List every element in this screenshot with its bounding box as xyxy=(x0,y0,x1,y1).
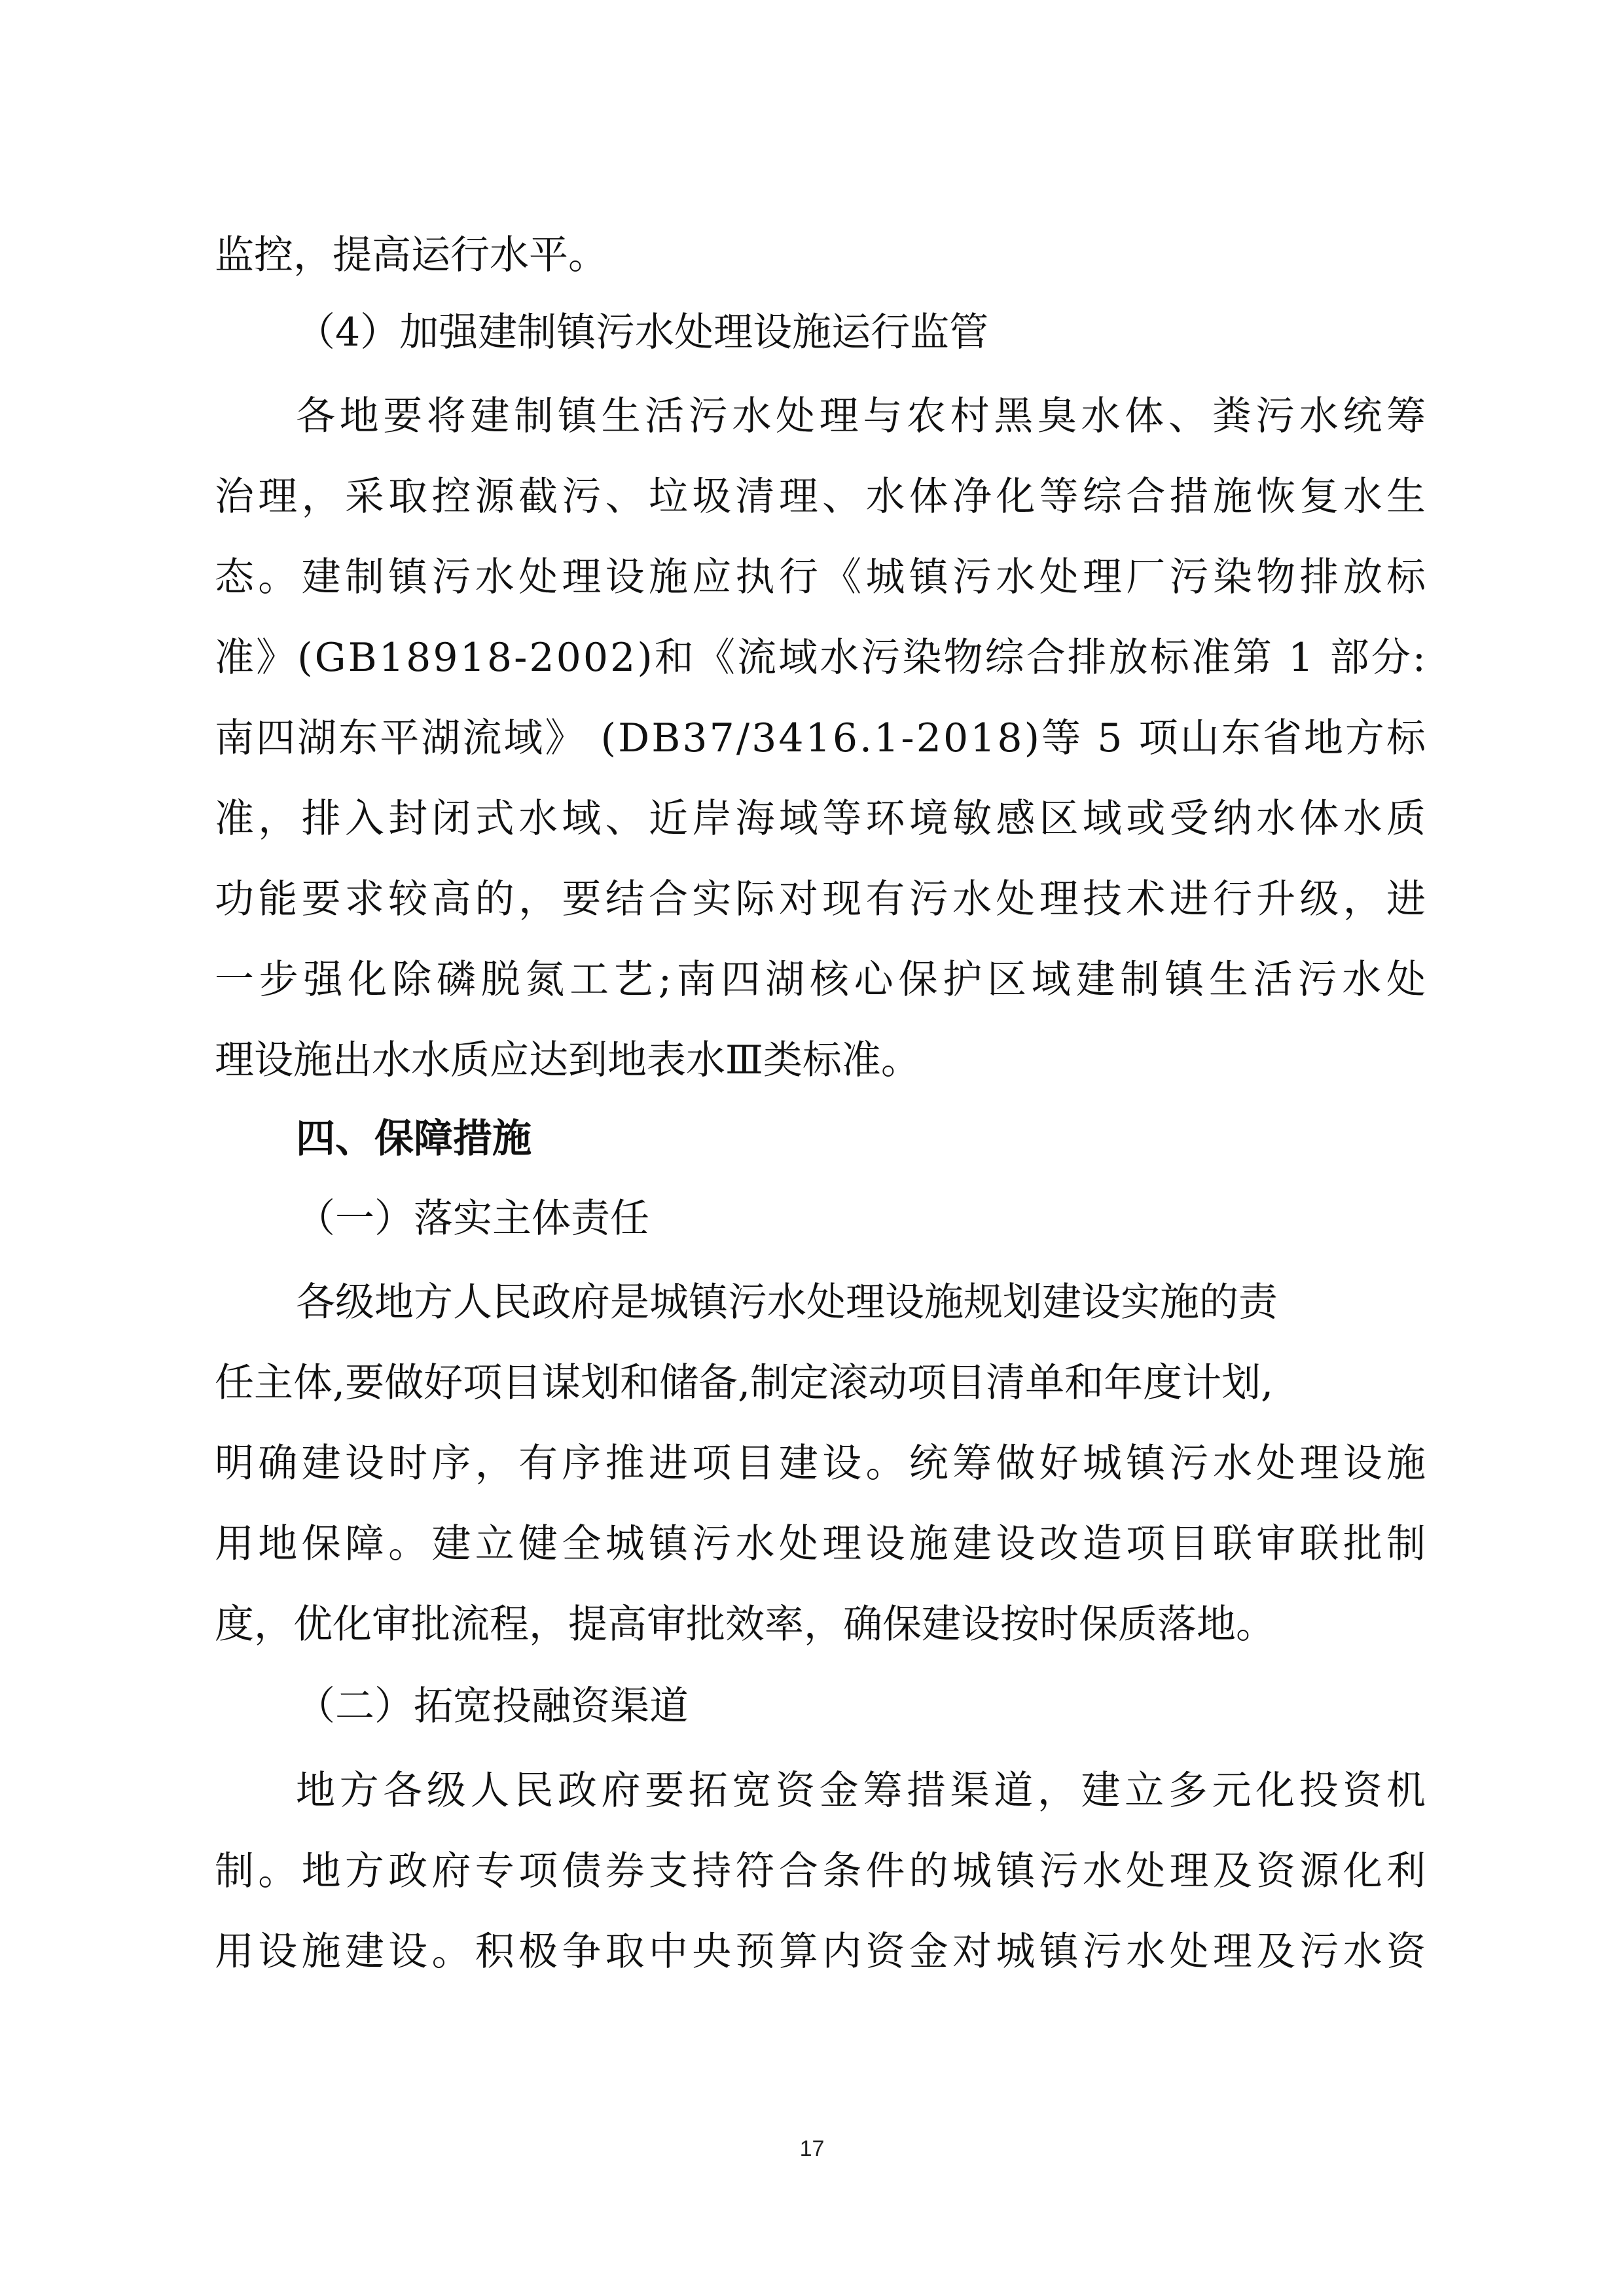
page-number: 17 xyxy=(799,2136,825,2161)
paragraph-line: 功能要求较高的，要结合实际对现有污水处理技术进行升级，进 xyxy=(215,876,1430,922)
section-subheading: （一）落实主体责任 xyxy=(296,1196,649,1242)
paragraph-line: 制。地方政府专项债券支持符合条件的城镇污水处理及资源化利 xyxy=(215,1848,1430,1894)
paragraph-line: 地方各级人民政府要拓宽资金筹措渠道，建立多元化投资机 xyxy=(296,1768,1430,1814)
paragraph-line: 准》(GB18918-2002)和《流域水污染物综合排放标准第 1 部分: xyxy=(215,635,1428,681)
paragraph-line: 任主体,要做好项目谋划和储备,制定滚动项目清单和年度计划, xyxy=(215,1360,1274,1406)
paragraph-line: 准，排入封闭式水域、近岸海域等环境敏感区域或受纳水体水质 xyxy=(215,796,1430,842)
section-subheading: （4）加强建制镇污水处理设施运行监管 xyxy=(296,310,989,355)
paragraph-line: 理设施出水水质应达到地表水Ⅲ类标准。 xyxy=(215,1037,920,1083)
paragraph-line: 治理，采取控源截污、垃圾清理、水体净化等综合措施恢复水生 xyxy=(215,474,1430,520)
paragraph-line: 用设施建设。积极争取中央预算内资金对城镇污水处理及污水资 xyxy=(215,1929,1430,1975)
paragraph-line: 度，优化审批流程，提高审批效率，确保建设按时保质落地。 xyxy=(215,1602,1275,1647)
paragraph-line: 明确建设时序，有序推进项目建设。统筹做好城镇污水处理设施 xyxy=(215,1441,1430,1486)
paragraph-line: 用地保障。建立健全城镇污水处理设施建设改造项目联审联批制 xyxy=(215,1521,1430,1567)
paragraph-line: 南四湖东平湖流域》 (DB37/3416.1-2018)等 5 项山东省地方标 xyxy=(215,715,1428,761)
section-heading: 四、保障措施 xyxy=(296,1116,532,1162)
paragraph-line: 态。建制镇污水处理设施应执行《城镇污水处理厂污染物排放标 xyxy=(215,554,1430,600)
paragraph-line: 各地要将建制镇生活污水处理与农村黑臭水体、粪污水统筹 xyxy=(296,393,1430,439)
paragraph-line: 一步强化除磷脱氮工艺;南四湖核心保护区域建制镇生活污水处 xyxy=(215,957,1431,1003)
text-line: 监控，提高运行水平。 xyxy=(215,232,607,278)
section-subheading: （二）拓宽投融资渠道 xyxy=(296,1683,689,1729)
paragraph-line: 各级地方人民政府是城镇污水处理设施规划建设实施的责 xyxy=(296,1280,1278,1325)
